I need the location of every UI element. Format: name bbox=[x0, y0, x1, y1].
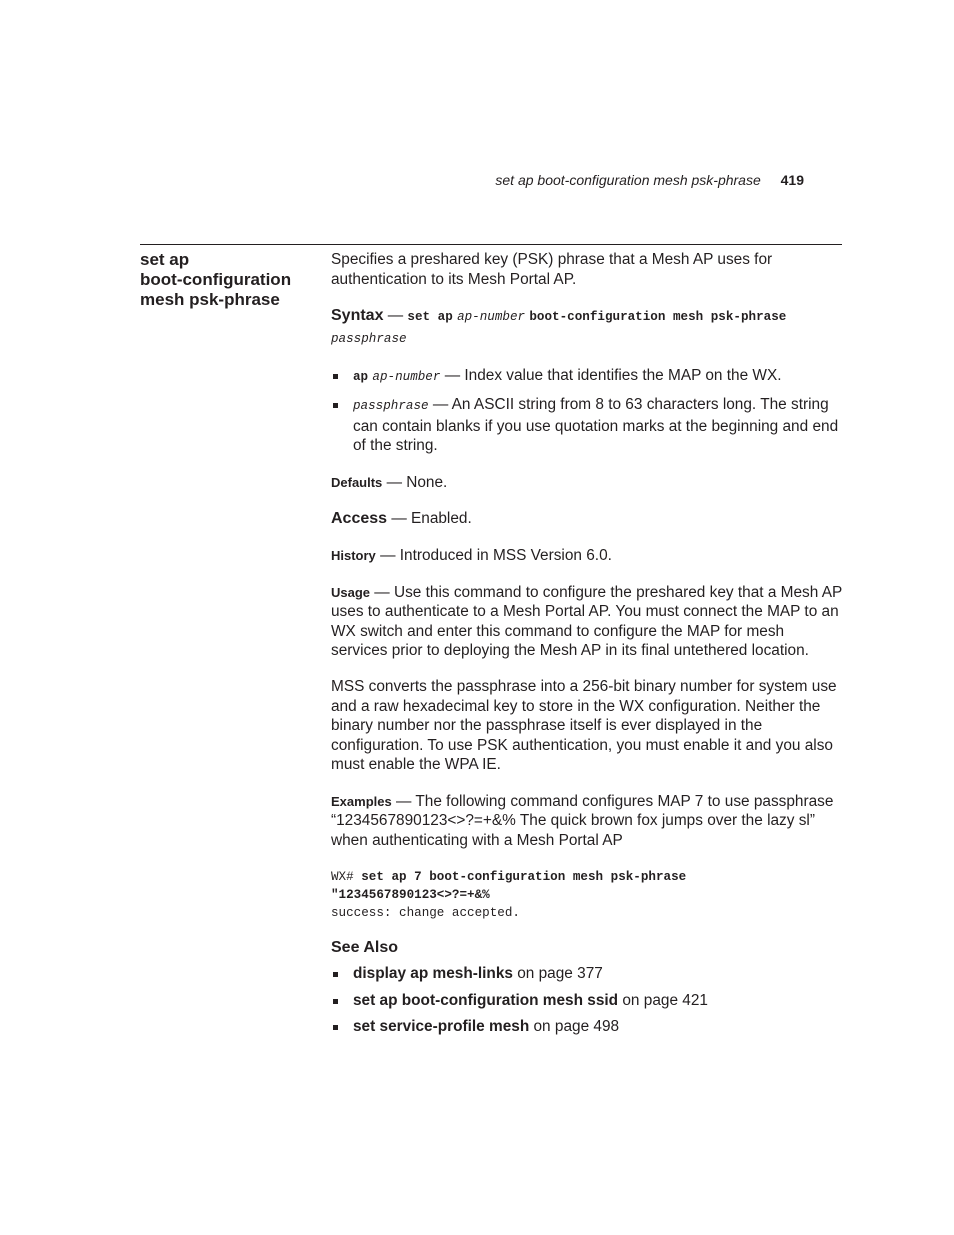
see-also-heading: See Also bbox=[331, 938, 398, 956]
see-also-list bbox=[331, 964, 843, 1037]
list-item bbox=[331, 395, 843, 456]
syntax-dash: — bbox=[383, 307, 408, 325]
page-reference: on page 377 bbox=[512, 965, 603, 983]
defaults-label: Defaults bbox=[331, 474, 383, 490]
syntax-arg-2: passphrase bbox=[331, 331, 407, 346]
running-header bbox=[495, 172, 804, 188]
code-line: "1234567890123<>?=+&% bbox=[331, 887, 490, 902]
list-item bbox=[331, 1017, 843, 1037]
section-title bbox=[140, 250, 320, 310]
code-prompt: WX# bbox=[331, 869, 362, 884]
param-description: — An ASCII string from 8 to 63 characters long. The string can contain blanks if you use quotation marks at the beginning and end of the string. bbox=[353, 395, 839, 455]
param-argument: passphrase bbox=[353, 398, 429, 413]
section-rule bbox=[140, 244, 842, 245]
list-item bbox=[331, 366, 843, 388]
syntax-label: Syntax bbox=[331, 307, 384, 325]
see-also-link[interactable]: display ap mesh-links bbox=[353, 965, 513, 983]
section-title-line: mesh psk-phrase bbox=[140, 290, 280, 309]
examples-label: Examples bbox=[331, 793, 392, 809]
syntax-line bbox=[331, 306, 843, 349]
history-text: — Introduced in MSS Version 6.0. bbox=[375, 546, 612, 564]
see-also-link[interactable]: set ap boot-configuration mesh ssid bbox=[353, 991, 619, 1009]
parameter-list bbox=[331, 366, 843, 455]
usage-paragraph bbox=[331, 583, 843, 661]
code-command: set ap 7 boot-configuration mesh psk-phrase bbox=[361, 869, 687, 884]
access-label: Access bbox=[331, 510, 388, 528]
defaults-text: — None. bbox=[382, 473, 448, 491]
syntax-cmd-1: set ap bbox=[407, 310, 453, 325]
list-item bbox=[331, 964, 843, 984]
code-example bbox=[331, 868, 843, 922]
page-number: 419 bbox=[780, 172, 804, 188]
access-text: — Enabled. bbox=[387, 510, 472, 528]
param-keyword: ap bbox=[353, 370, 369, 385]
description: Specifies a preshared key (PSK) phrase that a Mesh AP uses for authentication to its Mesh Portal AP. bbox=[331, 251, 773, 288]
usage-text: — Use this command to configure the preshared key that a Mesh AP uses to authenticate to a Mesh Portal AP. You must connect the MAP to an WX switch and enter this command to configure the MAP for mesh services prior to deploying the Mesh AP in its final untethered location. bbox=[331, 583, 842, 660]
history-line bbox=[331, 546, 843, 566]
page-reference: on page 498 bbox=[529, 1018, 620, 1036]
history-label: History bbox=[331, 547, 376, 563]
access-line bbox=[331, 509, 843, 529]
page-reference: on page 421 bbox=[618, 991, 708, 1009]
running-title: set ap boot-configuration mesh psk-phrase bbox=[495, 172, 761, 188]
see-also-link[interactable]: set service-profile mesh bbox=[353, 1018, 530, 1036]
param-argument: ap-number bbox=[372, 370, 441, 385]
section-body bbox=[331, 250, 843, 1037]
code-output: success: change accepted. bbox=[331, 905, 520, 920]
syntax-arg-1: ap-number bbox=[457, 310, 526, 325]
usage-label: Usage bbox=[331, 584, 371, 600]
code-line bbox=[331, 868, 843, 886]
list-item bbox=[331, 991, 843, 1011]
section-title-line: set ap bbox=[140, 250, 190, 269]
syntax-cmd-2: boot-configuration mesh psk-phrase bbox=[529, 310, 787, 325]
examples-paragraph bbox=[331, 792, 843, 851]
section-title-line: boot-configuration bbox=[140, 270, 292, 289]
param-description: — Index value that identifies the MAP on the WX. bbox=[440, 367, 782, 385]
usage-paragraph-2: MSS converts the passphrase into a 256-bit binary number for system use and a raw hexadecimal key to store in the WX configuration. Neither the binary number nor the passphrase itself is ever displayed in the configuration. To use PSK authentication, you must enable it and you also must enable the WPA IE. bbox=[331, 677, 837, 774]
defaults-line bbox=[331, 473, 843, 493]
examples-text: — The following command configures MAP 7 to use passphrase “1234567890123<>?=+&% The quick brown fox jumps over the lazy sl” when authenticating with a Mesh Portal AP bbox=[331, 792, 834, 850]
